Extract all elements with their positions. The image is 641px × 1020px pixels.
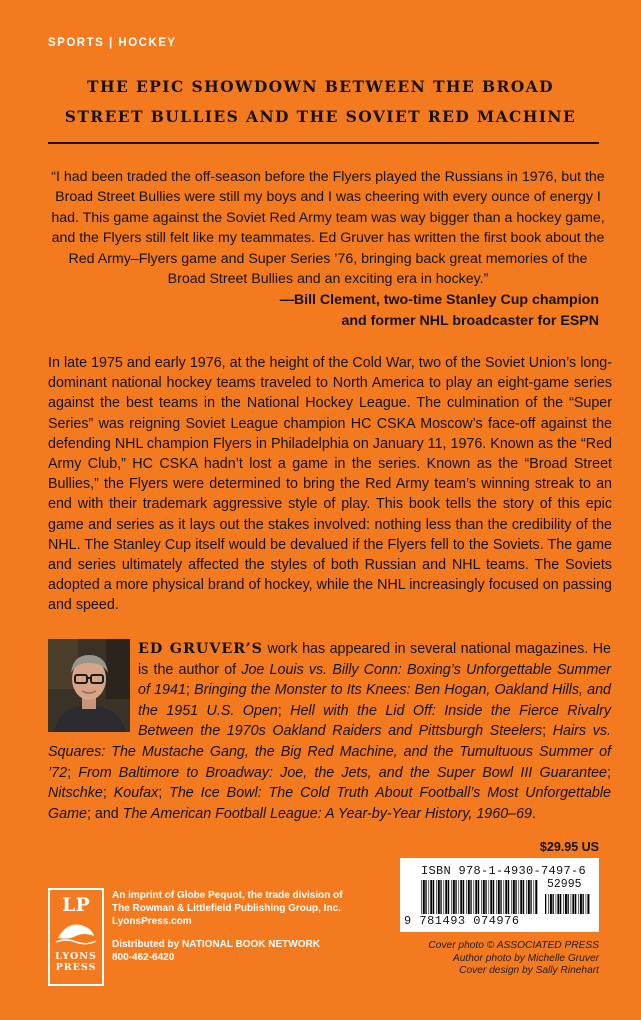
book-title: Hell with the Lid Off: Inside the Fierce Rivalry Between the 1970s Oakland Raiders and Pittsburgh Steelers	[138, 702, 611, 740]
author-name: ED GRUVER’S	[138, 641, 263, 657]
book-title: From Baltimore to Broadway: Joe, the Jets, and the Super Bowl III Guarantee	[78, 764, 608, 781]
headline	[30, 72, 611, 132]
isbn-barcode	[400, 858, 599, 932]
barcode-supplement-bars	[545, 894, 591, 914]
headline-divider	[48, 142, 599, 144]
logo-monogram: LP	[62, 894, 90, 916]
logo-word-press: PRESS	[55, 962, 97, 973]
book-title: The Ice Bowl: The Cold Truth About Football’s Most Unforgettable Game	[48, 785, 611, 822]
category-label: SPORTS | HOCKEY	[48, 37, 177, 49]
book-title: Hairs vs. Squares: The Mustache Gang, the Big Red Machine, and the Tumultuous Summer of ’72	[48, 723, 611, 781]
distributor-phone: 800-462-6420	[112, 952, 175, 963]
blurb-attribution	[280, 290, 599, 332]
barcode-digits: 9 781493 074976	[404, 914, 520, 928]
book-title: Koufax	[113, 785, 159, 802]
book-title: Joe Louis vs. Billy Conn: Boxing’s Unforgettable Summer of 1941	[138, 661, 611, 699]
attribution-line-2: and former NHL broadcaster for ESPN	[341, 313, 599, 329]
barcode-supplement-number: 52995	[547, 878, 582, 891]
author-bio: ED GRUVER’S work has appeared in several national magazines. He is the author of Joe Louis vs. Billy Conn: Boxing’s Unforgettable Summer of 1941; Bringing the Monster to Its Knees: Ben Hogan, Oakland Hills, and the 1951 U.S. Open; Hell with the Lid Off: Inside the Fierce Rivalry Between the 1970s Oakland Raiders and Pittsburgh Steelers; Hairs vs. Squares: The Mustache Gang, the Big Red Machine, and the Tumultuous Summer of ’72; From Baltimore to Broadway: Joe, the Jets, and the Super Bowl III Guarantee; Nitschke; Koufax; The Ice Bowl: The Cold Truth About Football’s Most Unforgettable Game; and The American Football League: A Year-by-Year History, 1960–69.	[48, 641, 612, 822]
publisher-info	[112, 889, 343, 964]
blurb-quote: “I had been traded the off-season before the Flyers played the Russians in 1976, but the Broad Street Bullies were still my boys and I was cheering with every ounce of energy I had. This game against the Soviet Red Army team was way bigger than a hockey game, and the Flyers still felt like my teammates. Ed Gruver has written the first book about the Red Army–Flyers game and Super Series ’76, bringing back great memories of the Broad Street Bullies and an exciting era in hockey.”	[51, 169, 605, 288]
fish-icon	[54, 916, 98, 946]
book-title: Bringing the Monster to Its Knees: Ben Hogan, Oakland Hills, and the 1951 U.S. Open	[138, 682, 612, 719]
book-description: In late 1975 and early 1976, at the height of the Cold War, two of the Soviet Union’s long-dominant national hockey teams traveled to North America to play an eight-game series against the best teams in the National Hockey League. The culmination of the “Super Series” was reigning Soviet League champion HC CSKA Moscow’s face-off against the defending NHL champion Flyers in Philadelphia on January 11, 1976. Known as the “Red Army Club,” HC CSKA hadn’t lost a game in the series. Known as the “Broad Street Bullies,” the Flyers were determined to bring the Red Army team’s winning streak to an end with their trademark aggressive style of play. This book tells the story of this epic game and series as it lays out the stakes involved: nothing less than the credibility of the NHL. The Stanley Cup itself would be devalued if the Flyers fell to the Soviets. The game and series ultimately affected the styles of both Russian and NHL teams. The Soviets adopted a more physical brand of hockey, while the NHL increasingly focused on passing and speed.	[48, 355, 612, 614]
logo-word-lyons: LYONS	[55, 951, 97, 962]
distributor-line: Distributed by NATIONAL BOOK NETWORK	[112, 939, 320, 950]
attribution-line-1: —Bill Clement, two-time Stanley Cup champion	[279, 292, 599, 308]
credit-line: Author photo by Michelle Gruver	[452, 952, 599, 964]
book-title: The American Football League: A Year-by-Year History, 1960–69	[122, 805, 533, 822]
credit-line: Cover design by Sally Rinehart	[459, 965, 599, 976]
cover-credits	[428, 940, 599, 978]
publisher-line: An imprint of Globe Pequot, the trade division of	[112, 890, 343, 901]
publisher-line: The Rowman & Littlefield Publishing Group, Inc.	[112, 903, 341, 914]
lyons-press-logo	[48, 888, 104, 986]
barcode-bars	[421, 880, 539, 914]
headline-line-2: STREET BULLIES AND THE SOVIET RED MACHINE	[64, 107, 577, 126]
isbn-text: ISBN 978-1-4930-7497-6	[421, 864, 587, 878]
price: $29.95 US	[539, 840, 599, 854]
credit-line: Cover photo © ASSOCIATED PRESS	[428, 940, 599, 951]
book-title: Nitschke	[48, 785, 103, 802]
headline-line-1: THE EPIC SHOWDOWN BETWEEN THE BROAD	[87, 77, 554, 96]
publisher-website: LyonsPress.com	[112, 916, 192, 927]
